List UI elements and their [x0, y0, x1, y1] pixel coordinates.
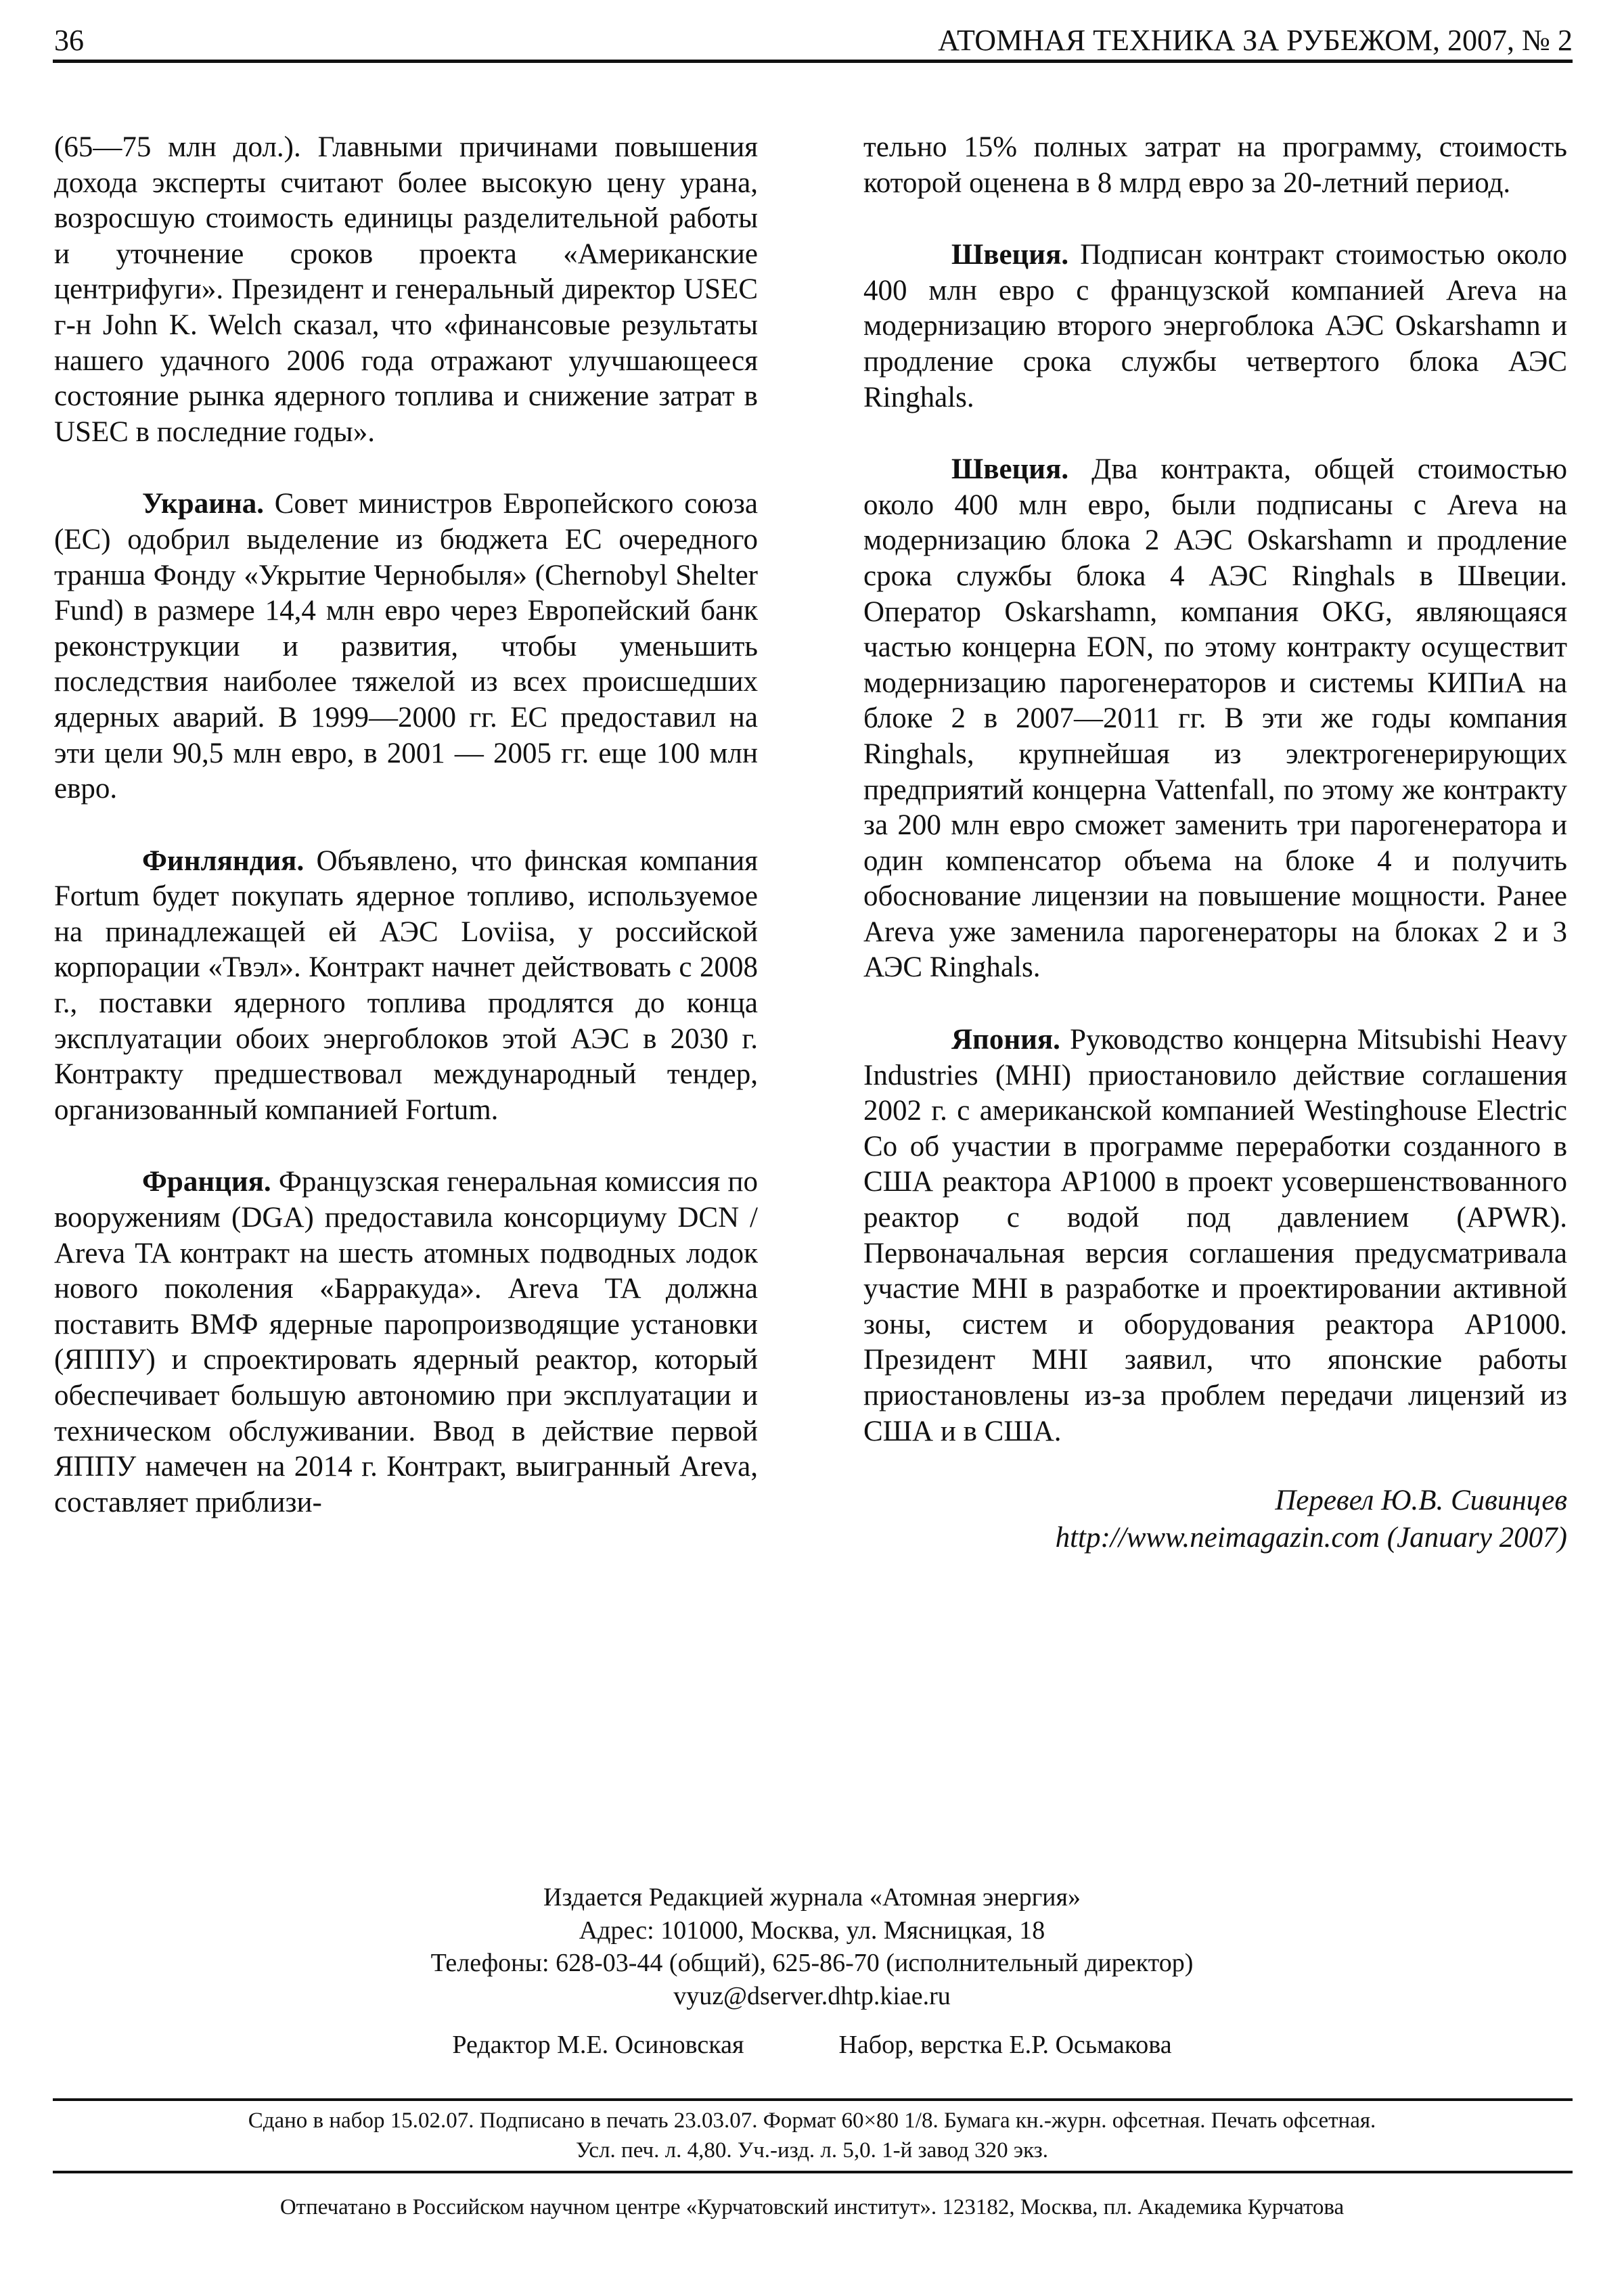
country-heading-france: Франция.	[142, 1166, 271, 1198]
print-data	[0, 2106, 1624, 2165]
address-line: Адрес: 101000, Москва, ул. Мясницкая, 18	[579, 1916, 1045, 1945]
country-heading-ukraine: Украина.	[142, 488, 265, 520]
paragraph-sweden-1	[863, 238, 1567, 415]
paragraph-japan	[863, 1022, 1567, 1449]
paragraph-text: Французская генеральная комиссия по вооружениям (DGA) предоставила консорциуму DCN / Areva TA контракт на шесть атомных подводных лодок нового поколения «Барракуда». Areva TA должна поставить ВМФ ядерные паропроизводящие установки (ЯППУ) и спроектировать ядерный реактор, который обеспечивает большую автономию при эксплуатации и техническом обслуживании. Ввод в действие первой ЯППУ намечен на 2014 г. Контракт, выигранный Areva, составляет приблизи-	[54, 1166, 758, 1518]
country-heading-japan: Япония.	[951, 1024, 1060, 1056]
header-rule	[53, 60, 1573, 63]
footer-rule-bottom	[53, 2171, 1573, 2173]
running-head	[54, 20, 1573, 61]
country-heading-sweden: Швеция.	[951, 239, 1069, 271]
paragraph-france	[54, 1165, 758, 1520]
paragraph-text: тельно 15% полных затрат на программу, стоимость которой оценена в 8 млрд евро за 20-летний период.	[863, 131, 1567, 199]
imprint	[0, 1881, 1624, 2062]
paragraph-text: Два контракта, общей стоимостью около 400 млн евро, были подписаны с Areva на модернизацию блока 2 АЭС Oskarshamn и продление срока службы блока 4 АЭС Ringhals в Швеции. Оператор Oskarshamn, компания OKG, являющаяся частью концерна EON, по этому контракту осуществит модернизацию парогенераторов и системы КИПиА на блоке 2 в 2007—2011 гг. В эти же годы компания Ringhals, крупнейшая из электрогенерирующих предприятий концерна Vattenfall, по этому же контракту за 200 млн евро сможет заменить три парогенератора и один компенсатор объема на блоке 4 и получить обоснование лицензии на повышение мощности. Ранее Areva уже заменила парогенераторы на блоках 2 и 3 АЭС Ringhals.	[863, 453, 1567, 984]
country-heading-finland: Финляндия.	[142, 844, 304, 877]
editor-credit: Редактор М.Е. Осиновская	[452, 2031, 744, 2059]
paragraph-sweden-2	[863, 452, 1567, 986]
publisher-line: Издается Редакцией журнала «Атомная энергия»	[543, 1883, 1081, 1912]
printed-by: Отпечатано в Российском научном центре «Курчатовский институт». 123182, Москва, пл. Академика Курчатова	[279, 2195, 1345, 2219]
paragraph-text: Подписан контракт стоимостью около 400 млн евро с французской компанией Areva на модернизацию второго энергоблока АЭС Oskarshamn и продление срока службы четвертого блока АЭС Ringhals.	[863, 239, 1567, 413]
paragraph-text: (65—75 млн дол.). Главными причинами повышения дохода эксперты считают более высокую цену урана, возросшую стоимость единицы разделительной работы и уточнение сроков проекта «Американские центрифуги». Президент и генеральный директор USEC г-н John K. Welch сказал, что «финансовые результаты нашего удачного 2006 года отражают улучшающееся состояние рынка ядерного топлива и снижение затрат в USEC в последние годы».	[54, 131, 758, 448]
email-link[interactable]: vyuz@dserver.dhtp.kiae.ru	[673, 1981, 951, 2010]
source-link[interactable]: http://www.neimagazin.com (January 2007)	[1055, 1521, 1567, 1554]
page-number: 36	[54, 24, 84, 57]
country-heading-sweden: Швеция.	[951, 453, 1069, 486]
paragraph-finland	[54, 844, 758, 1129]
footer-rule-top	[53, 2098, 1573, 2101]
phones-line: Телефоны: 628-03-44 (общий), 625-86-70 (исполнительный директор)	[430, 1949, 1194, 1977]
journal-title: АТОМНАЯ ТЕХНИКА ЗА РУБЕЖОМ, 2007, № 2	[938, 24, 1573, 57]
paragraph-text: Объявлено, что финская компания Fortum будет покупать ядерное топливо, используемое на принадлежащей ей АЭС Loviisa, у российской корпорации «Твэл». Контракт начнет действовать с 2008 г., поставки ядерного топлива продлятся до конца эксплуатации обоих энергоблоков этой АЭС в 2030 г. Контракту предшествовал международный тендер, организованный компанией Fortum.	[54, 844, 758, 1126]
paragraph-ukraine	[54, 487, 758, 807]
print-data-line-1: Сдано в набор 15.02.07. Подписано в печать 23.03.07. Формат 60×80 1/8. Бумага кн.-журн. офсетная. Печать офсетная.	[248, 2108, 1376, 2133]
translator-credit: Перевел Ю.В. Сивинцев	[1275, 1485, 1567, 1517]
paragraph-usec-continued	[54, 130, 758, 450]
right-column	[863, 130, 1567, 1556]
typesetting-credit: Набор, верстка Е.Р. Осьмакова	[838, 2031, 1172, 2059]
paragraph-france-continued	[863, 130, 1567, 201]
left-column	[54, 130, 758, 1557]
print-data-line-2: Усл. печ. л. 4,80. Уч.-изд. л. 5,0. 1-й завод 320 экз.	[576, 2138, 1048, 2163]
paragraph-text: Руководство концерна Mitsubishi Heavy Industries (MHI) приостановило действие соглашения 2002 г. с американской компанией Westinghouse Electric Co об участии в программе переработки созданного в США реактора AP1000 в проект усовершенствованного реактор с водой под давлением (APWR). Первоначальная версия соглашения предусматривала участие MHI в разработке и проектировании активной зоны, систем и оборудования реактора AP1000. Президент MHI заявил, что японские работы приостановлены из-за проблем передачи лицензий из США и в США.	[863, 1024, 1567, 1447]
staff-line	[0, 2029, 1624, 2062]
paragraph-text: Совет министров Европейского союза (ЕС) одобрил выделение из бюджета ЕС очередного транша Фонду «Укрытие Чернобыля» (Chernobyl Shelter Fund) в размере 14,4 млн евро через Европейский банк реконструкции и развития, чтобы уменьшить последствия наиболее тяжелой из всех происшедших ядерных аварий. В 1999—2000 гг. ЕС предоставил на эти цели 90,5 млн евро, в 2001 — 2005 гг. еще 100 млн евро.	[54, 488, 758, 805]
